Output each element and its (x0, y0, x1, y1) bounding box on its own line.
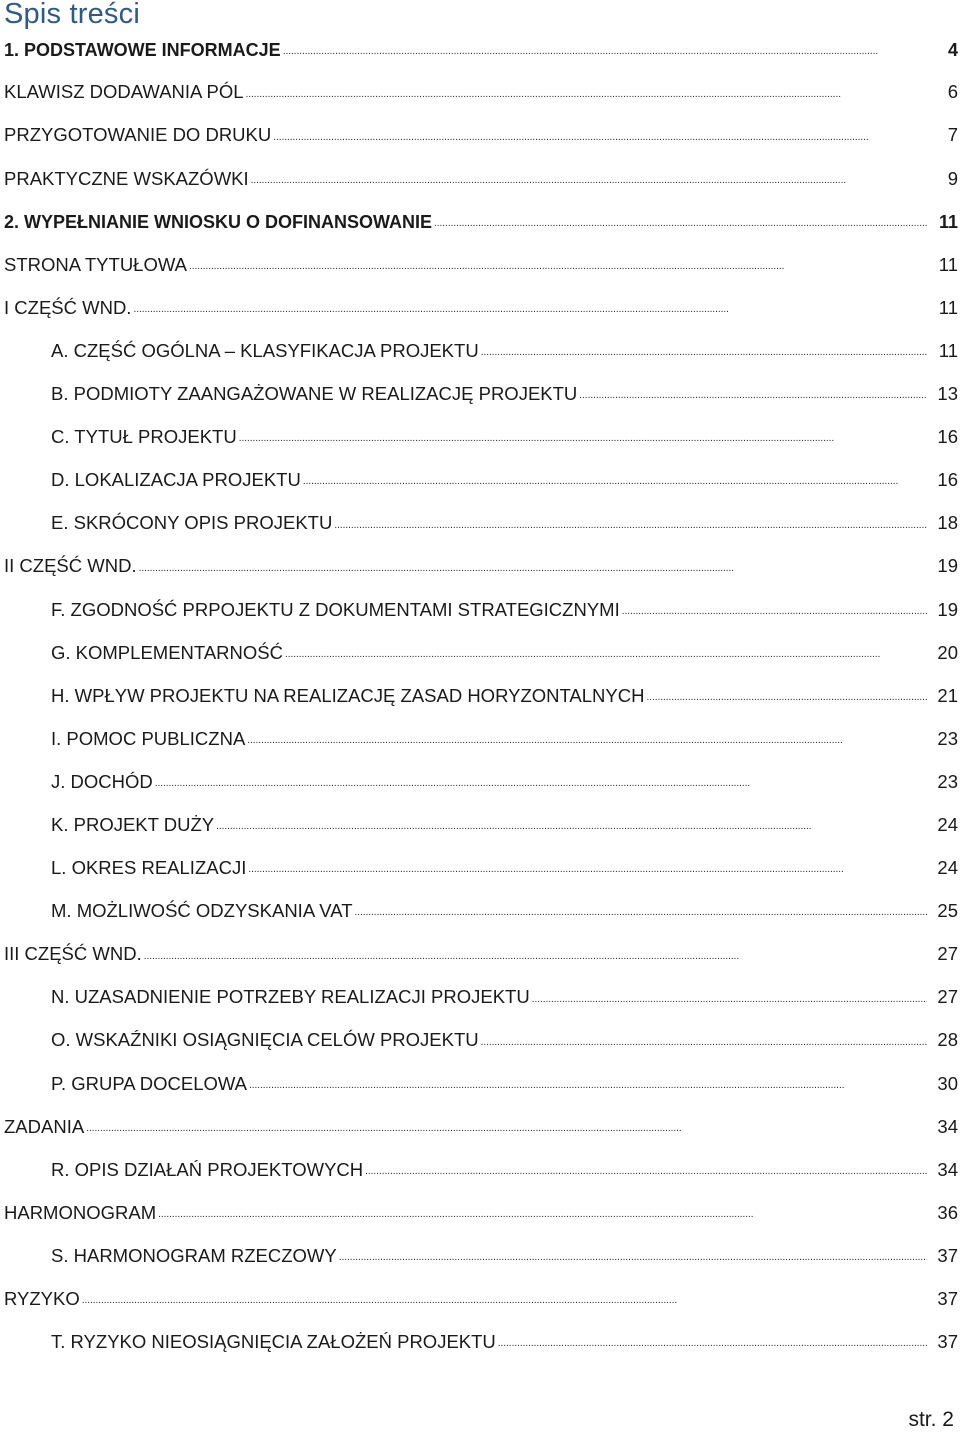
toc-entry-page-number[interactable]: 25 (937, 900, 958, 922)
toc-entry-label[interactable]: RYZYKO (4, 1288, 80, 1310)
toc-dot-leader (532, 988, 927, 1008)
toc-entry[interactable] (0, 804, 960, 847)
toc-entry[interactable] (0, 631, 960, 674)
toc-dot-leader (283, 40, 927, 60)
toc-entry-label[interactable]: R. OPIS DZIAŁAŃ PROJEKTOWYCH (51, 1158, 364, 1180)
toc-entry-page-number[interactable]: 37 (937, 1331, 958, 1353)
toc-entry[interactable] (0, 287, 960, 330)
toc-entry[interactable] (0, 588, 960, 631)
toc-entry-page-number[interactable]: 9 (947, 167, 958, 189)
toc-dot-leader (86, 1117, 927, 1137)
toc-entry[interactable] (0, 200, 960, 243)
toc-entry-label[interactable]: A. CZĘŚĆ OGÓLNA – KLASYFIKACJA PROJEKTU (51, 339, 479, 361)
toc-dot-leader (139, 557, 927, 577)
toc-entry-label[interactable]: K. PROJEKT DUŻY (51, 813, 215, 835)
toc-entry[interactable] (0, 1235, 960, 1278)
toc-entry-page-number[interactable]: 23 (937, 727, 958, 749)
toc-entry[interactable] (0, 545, 960, 588)
toc-entry-label[interactable]: E. SKRÓCONY OPIS PROJEKTU (51, 512, 333, 534)
toc-entry-page-number[interactable]: 11 (938, 211, 958, 232)
page-title: Spis treści (4, 0, 140, 30)
toc-entry-page-number[interactable]: 4 (947, 39, 958, 60)
toc-entry-label[interactable]: J. DOCHÓD (51, 770, 153, 792)
toc-entry[interactable] (0, 890, 960, 933)
toc-entry[interactable] (0, 1321, 960, 1364)
toc-entry-label[interactable]: O. WSKAŹNIKI OSIĄGNIĘCIA CELÓW PROJEKTU (51, 1029, 479, 1051)
toc-entry[interactable] (0, 373, 960, 416)
toc-entry-label[interactable]: C. TYTUŁ PROJEKTU (51, 426, 237, 448)
toc-entry[interactable] (0, 459, 960, 502)
toc-dot-leader (339, 1246, 927, 1266)
toc-entry-label[interactable]: ZADANIA (4, 1115, 85, 1137)
toc-entry-label[interactable]: M. MOŻLIWOŚĆ ODZYSKANIA VAT (51, 900, 353, 922)
toc-entry-page-number[interactable]: 24 (937, 857, 958, 879)
toc-dot-leader (481, 341, 927, 361)
toc-entry-label[interactable]: P. GRUPA DOCELOWA (51, 1072, 248, 1094)
toc-entry-page-number[interactable]: 18 (937, 512, 958, 534)
toc-entry-label[interactable]: D. LOKALIZACJA PROJEKTU (51, 469, 301, 491)
toc-entry-page-number[interactable]: 24 (937, 813, 958, 835)
toc-entry[interactable] (0, 761, 960, 804)
toc-entry-page-number[interactable]: 19 (937, 598, 958, 620)
toc-entry-page-number[interactable]: 20 (937, 641, 958, 663)
toc-entry-label[interactable]: PRZYGOTOWANIE DO DRUKU (4, 124, 272, 146)
toc-dot-leader (247, 729, 927, 749)
toc-entry[interactable] (0, 674, 960, 717)
toc-dot-leader (303, 470, 927, 490)
toc-dot-leader (434, 212, 927, 232)
toc-entry-page-number[interactable]: 16 (937, 469, 958, 491)
toc-entry-page-number[interactable]: 27 (937, 986, 958, 1008)
toc-entry[interactable] (0, 1278, 960, 1321)
toc-entry-page-number[interactable]: 36 (937, 1201, 958, 1223)
toc-entry-label[interactable]: 1. PODSTAWOWE INFORMACJE (4, 39, 281, 60)
toc-entry-page-number[interactable]: 11 (938, 339, 958, 361)
toc-entry-label[interactable]: B. PODMIOTY ZAANGAŻOWANE W REALIZACJĘ PROJEKTU (51, 383, 578, 405)
toc-dot-leader (273, 126, 927, 146)
toc-entry[interactable] (0, 416, 960, 459)
table-of-contents (0, 28, 960, 1364)
toc-dot-leader (155, 772, 927, 792)
toc-entry[interactable] (0, 243, 960, 286)
toc-dot-leader (365, 1160, 927, 1180)
toc-entry-page-number[interactable]: 30 (937, 1072, 958, 1094)
toc-entry[interactable] (0, 976, 960, 1019)
toc-entry-label[interactable]: II CZĘŚĆ WND. (4, 555, 137, 577)
toc-entry-page-number[interactable]: 11 (938, 253, 958, 275)
toc-entry[interactable] (0, 157, 960, 200)
toc-dot-leader (189, 255, 927, 275)
toc-entry-label[interactable]: F. ZGODNOŚĆ PRPOJEKTU Z DOKUMENTAMI STRATEGICZNYMI (51, 598, 620, 620)
toc-entry-page-number[interactable]: 37 (937, 1288, 958, 1310)
toc-entry[interactable] (0, 1019, 960, 1062)
toc-entry-label[interactable]: STRONA TYTUŁOWA (4, 253, 187, 275)
toc-dot-leader (82, 1289, 927, 1309)
toc-entry-page-number[interactable]: 37 (937, 1244, 958, 1266)
toc-entry[interactable] (0, 1062, 960, 1105)
toc-entry[interactable] (0, 1105, 960, 1148)
toc-entry-page-number[interactable]: 13 (937, 383, 958, 405)
toc-entry[interactable] (0, 1192, 960, 1235)
toc-entry-label[interactable]: S. HARMONOGRAM RZECZOWY (51, 1244, 337, 1266)
toc-entry[interactable] (0, 502, 960, 545)
toc-entry-label[interactable]: L. OKRES REALIZACJI (51, 857, 247, 879)
toc-entry-page-number[interactable]: 21 (937, 684, 958, 706)
toc-dot-leader (249, 1074, 927, 1094)
toc-dot-leader (239, 427, 927, 447)
toc-dot-leader (285, 643, 927, 663)
toc-dot-leader (144, 945, 927, 965)
toc-entry[interactable] (0, 330, 960, 373)
toc-dot-leader (579, 384, 927, 404)
toc-dot-leader (646, 686, 927, 706)
toc-entry-page-number[interactable]: 28 (937, 1029, 958, 1051)
toc-dot-leader (498, 1332, 927, 1352)
toc-entry[interactable] (0, 28, 960, 71)
toc-dot-leader (248, 858, 927, 878)
page-number-footer: str. 2 (908, 1408, 954, 1431)
toc-entry-label[interactable]: N. UZASADNIENIE POTRZEBY REALIZACJI PROJEKTU (51, 986, 530, 1008)
toc-dot-leader (355, 901, 927, 921)
toc-entry-label[interactable]: H. WPŁYW PROJEKTU NA REALIZACJĘ ZASAD HORYZONTALNYCH (51, 684, 645, 706)
toc-entry-label[interactable]: HARMONOGRAM (4, 1201, 157, 1223)
toc-entry-label[interactable]: T. RYZYKO NIEOSIĄGNIĘCIA ZAŁOŻEŃ PROJEKTU (51, 1331, 496, 1353)
toc-entry-page-number[interactable]: 19 (937, 555, 958, 577)
toc-entry[interactable] (0, 114, 960, 157)
toc-entry-label[interactable]: PRAKTYCZNE WSKAZÓWKI (4, 167, 249, 189)
toc-entry-page-number[interactable]: 34 (937, 1115, 958, 1137)
toc-entry-page-number[interactable]: 34 (937, 1158, 958, 1180)
toc-entry[interactable] (0, 718, 960, 761)
toc-dot-leader (622, 600, 927, 620)
toc-entry-page-number[interactable]: 27 (937, 943, 958, 965)
toc-entry-label[interactable]: G. KOMPLEMENTARNOŚĆ (51, 641, 283, 663)
toc-entry[interactable] (0, 933, 960, 976)
toc-entry-label[interactable]: I. POMOC PUBLICZNA (51, 727, 246, 749)
toc-dot-leader (251, 169, 927, 189)
toc-entry-label[interactable]: 2. WYPEŁNIANIE WNIOSKU O DOFINANSOWANIE (4, 211, 433, 232)
toc-entry-page-number[interactable]: 11 (938, 296, 958, 318)
toc-entry-page-number[interactable]: 6 (947, 81, 958, 103)
toc-dot-leader (158, 1203, 927, 1223)
toc-dot-leader (334, 514, 927, 534)
toc-entry[interactable] (0, 847, 960, 890)
toc-entry-label[interactable]: KLAWISZ DODAWANIA PÓL (4, 81, 244, 103)
toc-entry-page-number[interactable]: 23 (937, 770, 958, 792)
toc-entry-label[interactable]: III CZĘŚĆ WND. (4, 943, 142, 965)
toc-entry[interactable] (0, 71, 960, 114)
toc-dot-leader (133, 298, 927, 318)
toc-dot-leader (481, 1031, 927, 1051)
toc-entry[interactable] (0, 1148, 960, 1191)
toc-entry-page-number[interactable]: 16 (937, 426, 958, 448)
toc-dot-leader (216, 815, 927, 835)
toc-entry-page-number[interactable]: 7 (947, 124, 958, 146)
toc-dot-leader (246, 83, 927, 103)
toc-entry-label[interactable]: I CZĘŚĆ WND. (4, 296, 132, 318)
